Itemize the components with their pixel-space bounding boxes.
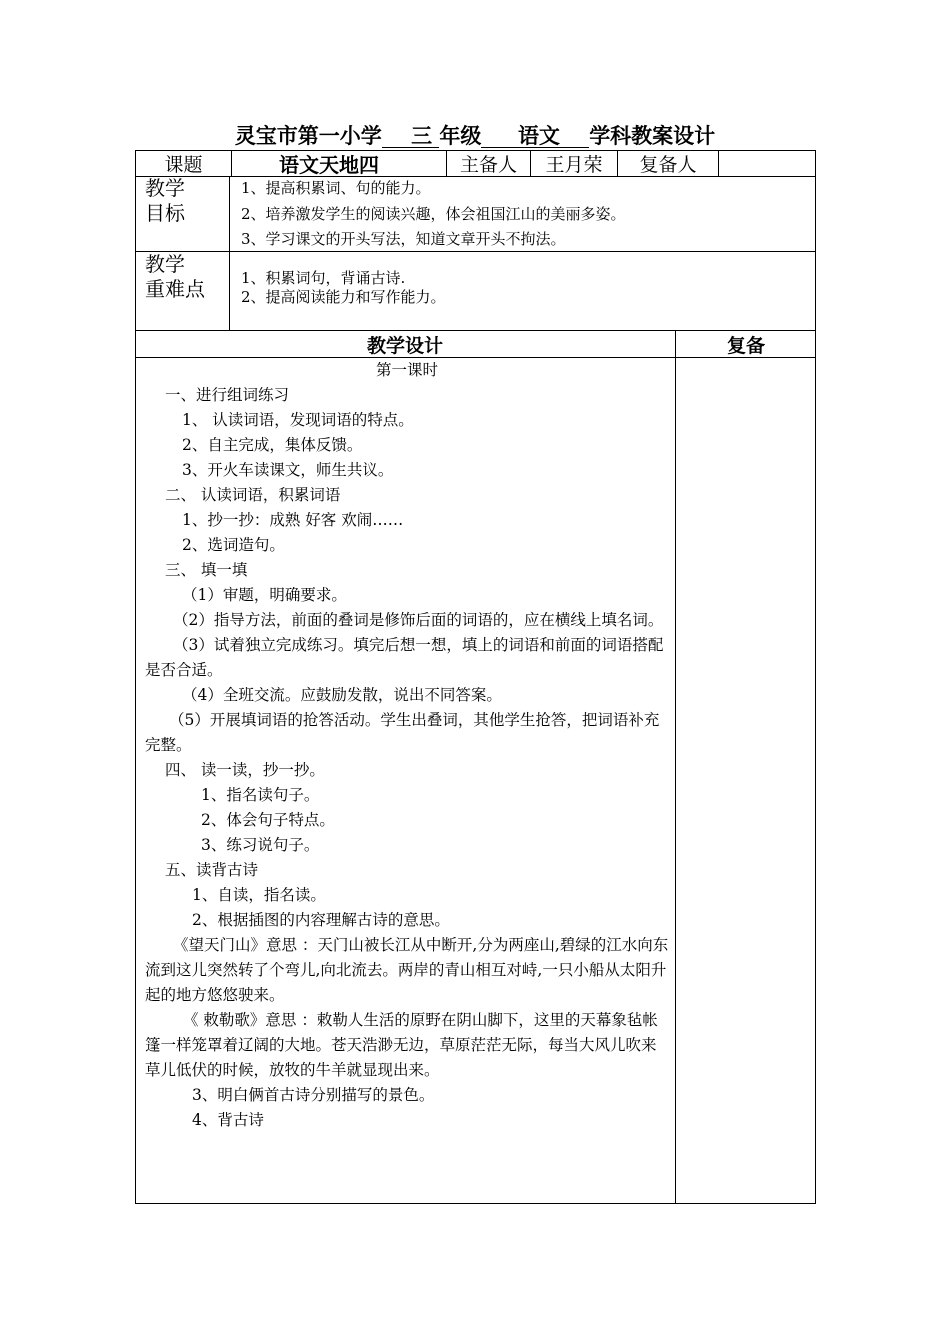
design-heading: 教学设计 — [366, 334, 443, 357]
main-preparer-value: 王月荣 — [545, 153, 603, 176]
list-item: （5）开展填词语的抢答活动。学生出叠词，其他学生抢答，把词语补充完整。 — [145, 711, 660, 754]
section-heading: 二、 认读词语，积累词语 — [165, 486, 341, 504]
col-divider — [675, 330, 676, 1204]
objective-item: 3、学习课文的开头写法，知道文章开头不拘法。 — [241, 230, 566, 248]
co-preparer-value — [719, 150, 815, 176]
subject-field: 语文 — [481, 125, 589, 148]
objective-item: 2、培养激发学生的阅读兴趣，体会祖国江山的美丽多姿。 — [241, 204, 626, 223]
poem-explanation: 《望天门山》意思 ：天门山被长江从中断开,分为两座山,碧绿的江水向东流到这儿突然转了个弯儿,向北流去。两岸的青山相互对峙,一只小船从太阳升起的地方悠悠驶来。 — [145, 936, 669, 1004]
list-item: 1、抄一抄：成熟 好客 欢闹…… — [182, 511, 404, 529]
objective-item: 1、提高积累词、句的能力。 — [241, 179, 431, 197]
topic-label: 课题 — [164, 153, 203, 176]
design-content — [145, 358, 669, 1133]
review-heading: 复备 — [726, 334, 765, 357]
grade-field: 三 — [382, 125, 440, 148]
list-item: 4、背古诗 — [192, 1111, 264, 1129]
list-item: 3、练习说句子。 — [201, 836, 320, 854]
list-item: 2、根据插图的内容理解古诗的意思。 — [192, 911, 450, 929]
co-preparer-label: 复备人 — [639, 153, 697, 176]
list-item: 1、 认读词语，发现词语的特点。 — [182, 411, 414, 429]
key-points-list — [241, 269, 446, 307]
key-point-item: 2、提高阅读能力和写作能力。 — [241, 288, 446, 306]
poem-explanation: 《 敕勒歌》意思 ：敕勒人生活的原野在阴山脚下，这里的天幕象毡帐篷一样笼罩着辽阔的大地。苍天浩渺无边，草原茫茫无际，每当大风儿吹来草儿低伏的时候，放牧的牛羊就显现出来。 — [145, 1011, 658, 1079]
section-heading: 四、 读一读，抄一抄。 — [165, 761, 325, 779]
main-preparer-label: 主备人 — [459, 153, 517, 176]
list-item: 2、自主完成，集体反馈。 — [182, 436, 363, 454]
col-divider — [229, 176, 230, 330]
section-heading: 一、进行组词练习 — [165, 386, 290, 404]
key-point-item: 1、积累词句，背诵古诗. — [241, 269, 406, 287]
list-item: 2、选词造句。 — [182, 536, 285, 554]
section-heading: 五、读背古诗 — [165, 861, 259, 879]
list-item: 1、自读，指名读。 — [192, 886, 326, 904]
objectives-label: 教学 目标 — [145, 176, 185, 225]
title-suffix: 学科教案设计 — [589, 124, 716, 148]
topic-value: 语文天地四 — [279, 152, 379, 177]
list-item: 2、体会句子特点。 — [201, 811, 335, 829]
list-item: 3、开火车读课文，师生共议。 — [182, 461, 394, 479]
list-item: （4）全班交流。应鼓励发散，说出不同答案。 — [182, 686, 502, 704]
page-title — [135, 122, 815, 150]
key-points-label: 教学 重难点 — [145, 252, 205, 301]
school-name: 灵宝市第一小学 — [234, 124, 382, 148]
list-item: （3）试着独立完成练习。填完后想一想，填上的词语和前面的词语搭配是否合适。 — [145, 636, 664, 679]
section-heading: 三、 填一填 — [165, 561, 248, 579]
grade-suffix: 年级 — [439, 124, 482, 148]
lesson-period: 第一课时 — [375, 361, 438, 379]
list-item: （2）指导方法，前面的叠词是修饰后面的词语的，应在横线上填名词。 — [173, 611, 664, 629]
list-item: 1、指名读句子。 — [201, 786, 320, 804]
list-item: （1）审题，明确要求。 — [182, 586, 347, 604]
objectives-list — [241, 176, 626, 253]
list-item: 3、明白俩首古诗分别描写的景色。 — [192, 1086, 435, 1104]
